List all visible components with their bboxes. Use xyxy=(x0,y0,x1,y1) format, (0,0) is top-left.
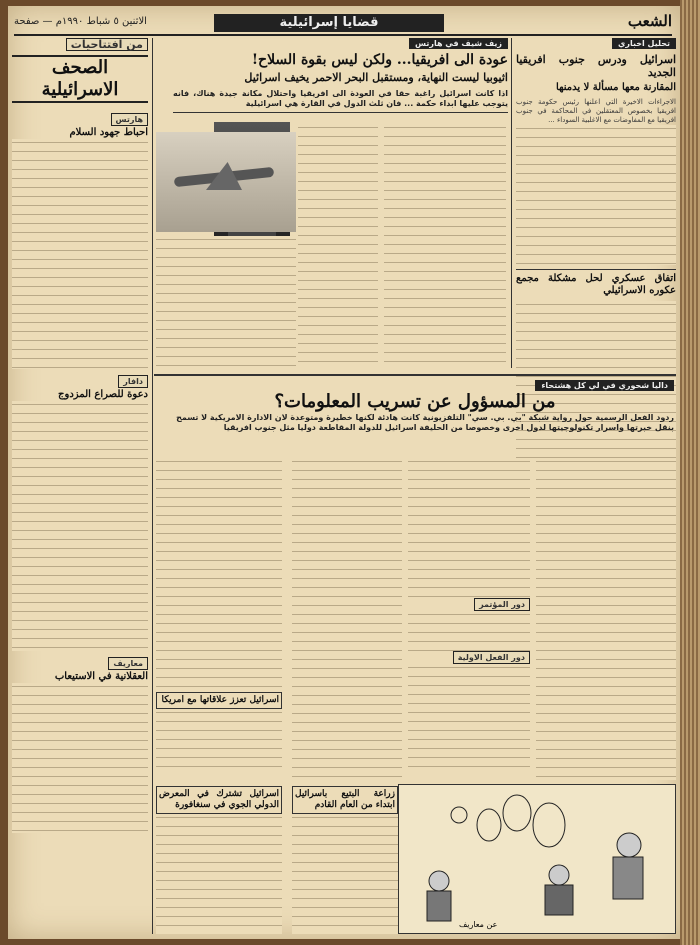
analysis-kicker: تحليل اخباري xyxy=(612,38,676,49)
bottom-news-2 xyxy=(156,786,282,934)
cartoon-caption: عن معاريف xyxy=(459,920,498,929)
right-subhead: المقارنة معها مسألة لا يدمنها xyxy=(556,82,676,93)
editorial-label-3: معاريف xyxy=(108,657,148,670)
story-rule xyxy=(154,374,676,376)
right-text-block xyxy=(516,125,676,265)
editorials-title: من افتتاحيات xyxy=(66,38,148,51)
bottom-news-1 xyxy=(156,692,282,782)
editorial-head-2: دعوة للصراع المزدوج xyxy=(58,389,148,400)
middle-headline: من المسؤول عن تسريب المعلومات؟ xyxy=(274,391,556,412)
jet-photo xyxy=(156,132,296,232)
masthead-logo: الشعب xyxy=(627,12,672,30)
column-divider xyxy=(511,38,512,368)
cartoon xyxy=(398,784,676,934)
feature-kicker: زيف شيف في هارتس xyxy=(409,38,508,49)
middle-text-col1 xyxy=(536,458,676,780)
binding-edge xyxy=(680,0,700,945)
editorial-head-3: العقلانية في الاستيعاب xyxy=(54,671,148,682)
newspaper-page xyxy=(8,6,680,939)
feature-text-col3 xyxy=(384,124,506,368)
feature-text-col1 xyxy=(298,124,378,364)
right-second-headline: اتفاق عسكري لحل مشكلة مجمع عكوره الاسرائيلي xyxy=(516,269,676,297)
middle-text-col4 xyxy=(156,458,282,688)
left-column-divider xyxy=(152,38,153,934)
editorial-label-2: دافار xyxy=(118,375,148,388)
section-title: قضايا إسرائيلية xyxy=(214,14,444,32)
subhead-first-reaction: دور الفعل الاولية xyxy=(453,651,530,664)
feature-subhead: اثيوبيا ليست النهاية، ومستقبل البحر الاحمر يخيف اسرائيل xyxy=(244,71,508,84)
bottom-headline-3: زراعة البتيع باسرائيل ابتداء من العام القادم xyxy=(292,786,398,814)
cartoon-drawing xyxy=(399,785,675,933)
editorial-label-1: هارتس xyxy=(111,113,148,126)
middle-kicker: داليا شحوري في لي كل هشتحاء xyxy=(535,380,674,391)
bottom-headline-1: اسرائيل تعزز علاقاتها مع امريكا xyxy=(156,692,282,709)
bottom-headline-2: اسرائيل تشترك في المعرض الدولي الجوي في سنغافورة xyxy=(156,786,282,814)
feature-lead: اذا كانت اسرائيل راغبة حقا في العودة الى افريقيا واحتلال مكانة جيدة هناك، فانه يتوجب عليها ابداء حكمة ... فان ثلث الدول في القارة هي اسرائيلية xyxy=(173,89,508,113)
right-headline: اسرائيل ودرس جنوب افريقيا الجديد xyxy=(516,53,676,79)
right-body: الاجراءات الاخيرة التي اعلنها رئيس حكومة جنوب افريقيا بخصوص المعتقلين في المحاكمة في جنوب افريقيا مع المفاوضات مع الاغلبية السوداء ... xyxy=(516,98,676,124)
page-header xyxy=(14,12,672,36)
subhead-conference: دور المؤتمر xyxy=(474,598,530,611)
bottom-news-3 xyxy=(292,786,398,934)
editorials-column xyxy=(12,38,148,934)
editorials-banner: الصحف الاسرائيلية xyxy=(12,55,148,103)
middle-text-col2 xyxy=(408,458,530,780)
editorial-head-1: احباط جهود السلام xyxy=(69,127,148,138)
issue-date: الاثنين ٥ شباط ١٩٩٠م — صفحة xyxy=(14,16,147,27)
middle-story xyxy=(156,380,674,450)
middle-subhead: ردود الفعل الرسمية حول رواية شبكة "بي. بي. سي" التلفزيونية كانت هادئة لكنها خطيرة ومتوعدة لان الادارة الامريكية لا تسمح بنقل خبرتها واسرار تكنولوجيتها لدول اخرى وخصوصا من الحليفة اسرائيل للدولة المقاطعة دوليا مثل جنوب افريقيا xyxy=(176,413,674,432)
middle-text-col3 xyxy=(292,458,402,780)
feature-text-col2 xyxy=(156,236,296,368)
feature-headline: عودة الى افريقيا... ولكن ليس بقوة السلاح! xyxy=(251,52,508,68)
